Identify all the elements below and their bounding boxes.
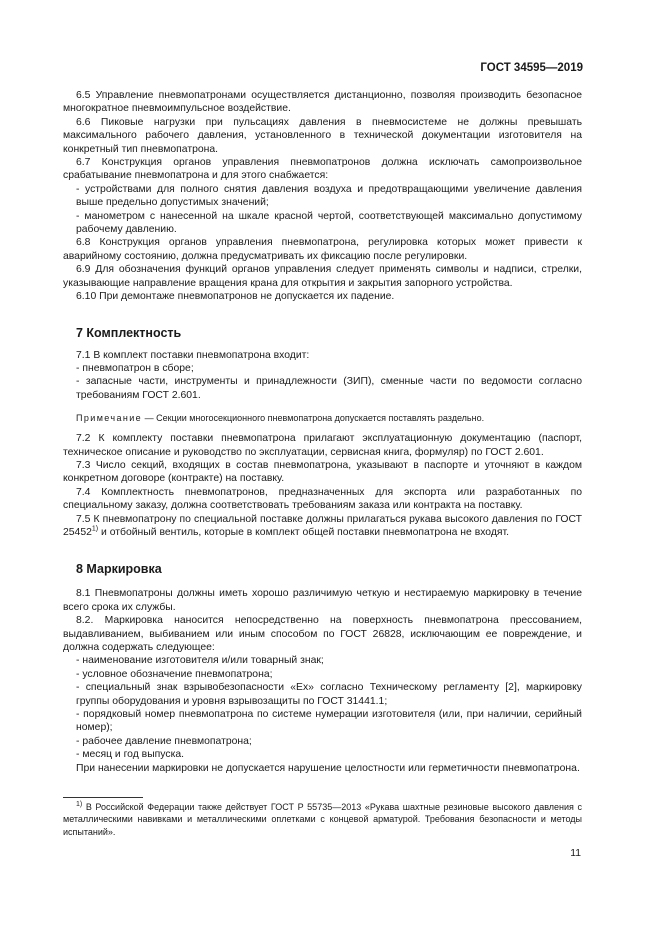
paragraph-6-10: 6.10 При демонтаже пневмопатронов не допускается их падение. bbox=[76, 291, 395, 303]
list-item: - рабочее давление пневмопатрона; bbox=[76, 735, 252, 747]
section-8-heading: 8 Маркировка bbox=[76, 562, 162, 577]
section-8-paragraph: 8.1 Пневмопатроны должны иметь хорошо различимую четкую и нестираемую маркировку в течение всего срока их службы. bbox=[63, 588, 582, 613]
paragraph-6-9: 6.9 Для обозначения функций органов управления следует применять символы и надписи, стрелки, указывающие направление вращения крана для открытия и закрытия запорного устройства. bbox=[63, 264, 582, 289]
section-8-paragraph: 8.2. Маркировка наносится непосредственно на поверхность пневмопатрона прессованием, выдавливанием, выбиванием или иным способом по ГОСТ 26828, исключающим ее повреждение, и должна содержать следующее: bbox=[63, 615, 582, 653]
page-content bbox=[63, 89, 582, 775]
section-8-body bbox=[63, 587, 582, 775]
section-7-heading: 7 Комплектность bbox=[76, 325, 182, 340]
list-item: - месяц и год выпуска. bbox=[76, 749, 185, 761]
list-item: - наименование изготовителя и/или товарный знак; bbox=[76, 655, 324, 667]
footnote-text: В Российской Федерации также действует ГОСТ Р 55735—2013 «Рукава шахтные резиновые высокого давления с металлическими навивками и металлическими оплетками с концевой арматурой. Требования безопасности и методы испытаний». bbox=[63, 802, 582, 837]
paragraph-6-7: 6.7 Конструкция органов управления пневмопатронов должна исключать самопроизвольное срабатывание пневмопатрона и для этого снабжается: bbox=[63, 157, 582, 182]
list-item: - условное обозначение пневмопатрона; bbox=[76, 668, 273, 680]
note bbox=[63, 412, 582, 424]
section-8-paragraph: При нанесении маркировки не допускается нарушение целостности или герметичности пневмопатрона. bbox=[76, 762, 580, 774]
paragraph-7-1: 7.1 В комплект поставки пневмопатрона входит: bbox=[76, 349, 310, 361]
paragraph-7-5-text-a: 7.5 К пневмопатрону по специальной поставке должны прилагаться рукава высокого давления по ГОСТ 25452 bbox=[63, 513, 582, 538]
note-label: Примечание bbox=[76, 413, 143, 424]
list-item: - манометром с нанесенной на шкале красной чертой, соответствующей максимально допустимому рабочему давлению. bbox=[76, 210, 582, 236]
paragraph-6-8: 6.8 Конструкция органов управления пневмопатрона, регулировка которых может привести к аварийному состоянию, должна предусматривать их фиксацию после регулировки. bbox=[63, 237, 582, 262]
note-text: — Секции многосекционного пневмопатрона допускается поставлять раздельно. bbox=[142, 413, 485, 424]
list-item: - пневмопатрон в сборе; bbox=[76, 362, 194, 374]
paragraph-7-3: 7.3 Число секций, входящих в состав пневмопатрона, указывают в паспорте и уточняют в каждом конкретном договоре (контракте) на поставку. bbox=[63, 459, 582, 485]
paragraph-6-6: 6.6 Пиковые нагрузки при пульсациях давления в пневмосистеме не должны превышать максимального рабочего давления, установленного в технической документации изготовителя на конкретный тип пневмопатрона. bbox=[63, 116, 582, 155]
paragraph-7-4: 7.4 Комплектность пневмопатронов, предназначенных для экспорта или разработанных по специальному заказу, должна соответствовать требованиям заказа или контракта на поставку. bbox=[63, 486, 582, 512]
page-number: 11 bbox=[570, 848, 581, 859]
footnote-mark: 1) bbox=[76, 801, 83, 808]
standard-header: ГОСТ 34595—2019 bbox=[480, 62, 583, 74]
paragraph-6-5: 6.5 Управление пневмопатронами осуществляется дистанционно, позволяя производить безопасное многократное пневмоимпульсное воздействие. bbox=[63, 90, 582, 115]
footnote-ref[interactable]: 1) bbox=[91, 525, 99, 533]
footnote-divider bbox=[63, 797, 143, 798]
list-item: - запасные части, инструменты и принадлежности (ЗИП), сменные части по ведомости согласно требованиям ГОСТ 2.601. bbox=[76, 376, 582, 401]
list-item: - порядковый номер пневмопатрона по системе нумерации изготовителя (или, при наличии, серийный номер); bbox=[76, 709, 582, 734]
paragraph-7-5-text-b: и отбойный вентиль, которые в комплект общей поставки пневмопатрона не входят. bbox=[98, 526, 510, 538]
list-item: - устройствами для полного снятия давления воздуха и предотвращающими увеличение давления выше предельно допустимых значений; bbox=[76, 183, 582, 209]
footnote bbox=[63, 801, 582, 838]
paragraph-7-2: 7.2 К комплекту поставки пневмопатрона прилагают эксплуатационную документацию (паспорт, техническое описание и руководство по эксплуатации, сервисная книга, формуляр) по ГОСТ 2.601. bbox=[63, 433, 582, 458]
list-item: - специальный знак взрывобезопасности «Ex» согласно Техническому регламенту [2], маркировку группы оборудования и уровня взрывозащиты по ГОСТ 31441.1; bbox=[76, 682, 582, 707]
paragraph-7-5 bbox=[63, 513, 582, 540]
